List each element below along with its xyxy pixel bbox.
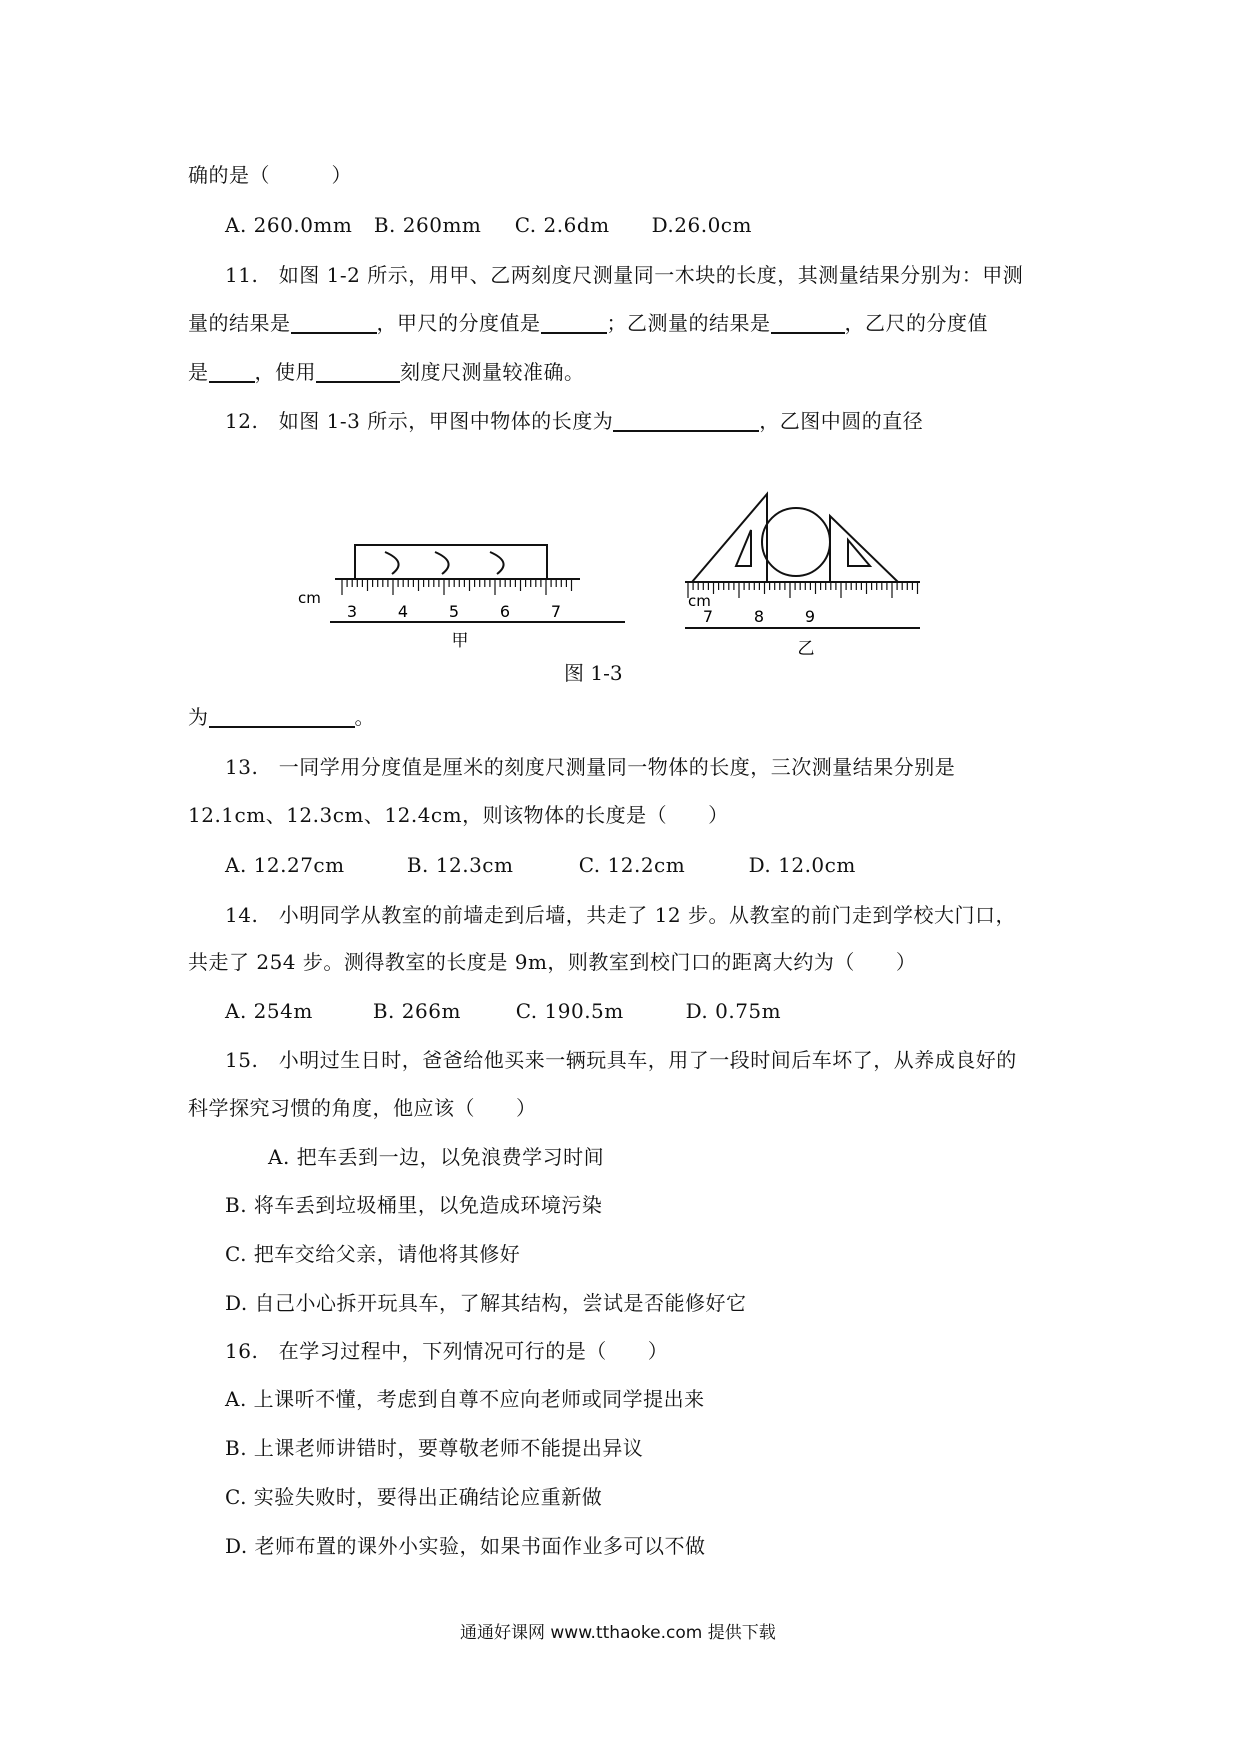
jia-tick-label: 7 <box>550 602 562 621</box>
q12-text-d: 。 <box>354 705 375 729</box>
q13-option-a: A. 12.27cm <box>225 853 345 877</box>
yi-label: 乙 <box>797 639 815 659</box>
q10-option-b: B. 260mm <box>373 213 482 237</box>
q14-option-a: A. 254m <box>225 999 313 1023</box>
figure-1-3 <box>0 0 1240 700</box>
q14-options <box>225 999 781 1023</box>
page-footer: 通通好课网 www.tthaoke.com 提供下载 <box>460 1623 776 1643</box>
q13-line1: 13. 一同学用分度值是厘米的刻度尺测量同一物体的长度，三次测量结果分别是 <box>225 755 956 779</box>
q15-option-c: C. 把车交给父亲，请他将其修好 <box>225 1242 521 1266</box>
q13-option-b: B. 12.3cm <box>406 853 514 877</box>
triangles-and-circle <box>692 494 898 582</box>
q13-option-d: D. 12.0cm <box>748 853 856 877</box>
q11-text-b: ，甲尺的分度值是 <box>376 311 541 335</box>
q14-option-b: B. 266m <box>372 999 461 1023</box>
q14-line1: 14. 小明同学从教室的前墙走到后墙，共走了 12 步。从教室的前门走到学校大门口， <box>225 903 1016 927</box>
q10-option-d: D.26.0cm <box>651 213 752 237</box>
q16-option-a: A. 上课听不懂，考虑到自尊不应向老师或同学提出来 <box>225 1387 705 1411</box>
figure-caption: 图 1-3 <box>564 661 623 685</box>
q10-option-a: A. 260.0mm <box>225 213 353 237</box>
q15-line2: 科学探究习惯的角度，他应该（ ） <box>188 1096 537 1120</box>
q10-option-c: C. 2.6dm <box>514 213 610 237</box>
q10-tail-text: 确的是（ ） <box>188 163 352 187</box>
q16-option-b: B. 上课老师讲错时，要尊敬老师不能提出异议 <box>225 1436 644 1460</box>
q11-text-d: ，乙尺的分度值 <box>844 311 988 335</box>
q12-text-b: ，乙图中圆的直径 <box>759 409 924 433</box>
yi-tick-label: 7 <box>702 607 714 626</box>
q11-text-e: 是 <box>188 360 209 384</box>
q13-options <box>225 853 856 877</box>
q12-text-c: 为 <box>188 705 209 729</box>
ruler-jia <box>330 579 625 622</box>
q15-option-b: B. 将车丢到垃圾桶里，以免造成环境污染 <box>225 1193 603 1217</box>
q15-option-a: A. 把车丢到一边，以免浪费学习时间 <box>268 1145 605 1169</box>
jia-tick-label: 4 <box>397 602 409 621</box>
q12-text-a: 12. 如图 1-3 所示，甲图中物体的长度为 <box>225 409 614 433</box>
q11-text-a: 量的结果是 <box>188 311 291 335</box>
q16-option-c: C. 实验失败时，要得出正确结论应重新做 <box>225 1485 603 1509</box>
answer-blank <box>209 706 355 728</box>
jia-tick-label: 5 <box>448 602 460 621</box>
yi-unit: cm <box>688 592 711 610</box>
q12-line2 <box>188 705 375 729</box>
q14-option-c: C. 190.5m <box>515 999 624 1023</box>
q13-line2: 12.1cm、12.3cm、12.4cm，则该物体的长度是（ ） <box>188 803 729 827</box>
jia-label: 甲 <box>451 631 469 651</box>
q15-option-d: D. 自己小心拆开玩具车，了解其结构，尝试是否能修好它 <box>225 1291 747 1315</box>
block-jia <box>355 545 547 579</box>
q16-line1: 16. 在学习过程中，下列情况可行的是（ ） <box>225 1339 669 1363</box>
yi-tick-label: 9 <box>804 607 816 626</box>
jia-tick-label: 6 <box>499 602 511 621</box>
q11-text-g: 刻度尺测量较准确。 <box>400 360 585 384</box>
q11-text-c: ；乙测量的结果是 <box>606 311 771 335</box>
jia-unit: cm <box>298 589 321 607</box>
q16-option-d: D. 老师布置的课外小实验，如果书面作业多可以不做 <box>225 1534 706 1558</box>
q11-line1: 11. 如图 1-2 所示，用甲、乙两刻度尺测量同一木块的长度，其测量结果分别为：甲测 <box>225 263 1024 287</box>
ruler-yi <box>685 582 920 628</box>
yi-tick-label: 8 <box>753 607 765 626</box>
jia-tick-label: 3 <box>346 602 358 621</box>
q14-option-d: D. 0.75m <box>685 999 782 1023</box>
q14-line2: 共走了 254 步。测得教室的长度是 9m，则教室到校门口的距离大约为（ ） <box>188 950 917 974</box>
q13-option-c: C. 12.2cm <box>578 853 686 877</box>
q11-text-f: ，使用 <box>254 360 316 384</box>
q15-line1: 15. 小明过生日时，爸爸给他买来一辆玩具车，用了一段时间后车坏了，从养成良好的 <box>225 1048 1017 1072</box>
